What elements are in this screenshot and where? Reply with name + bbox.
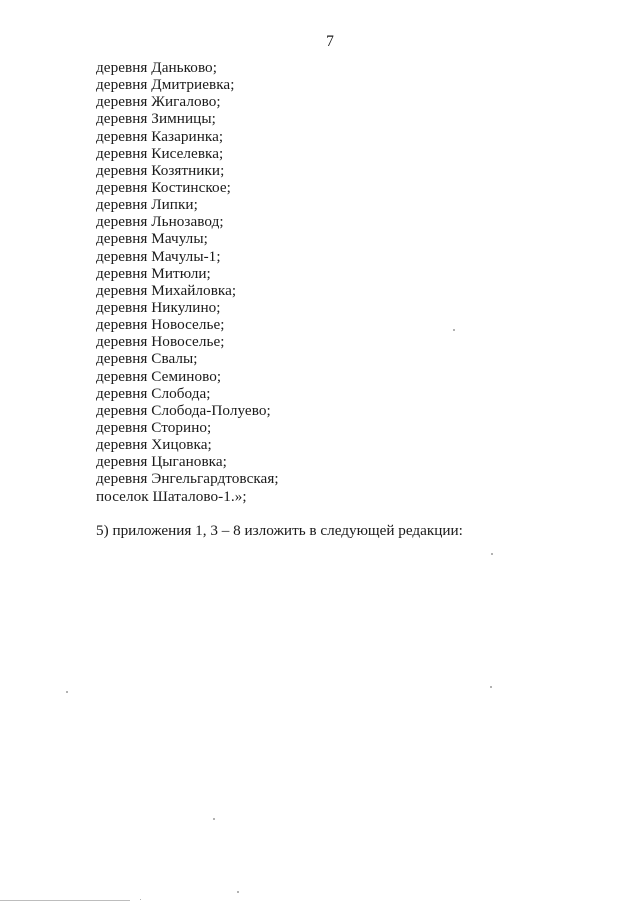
scan-edge-line — [0, 900, 130, 901]
list-item: деревня Новоселье; — [96, 333, 225, 351]
list-item: деревня Слобода-Полуево; — [96, 401, 271, 419]
list-item: деревня Казаринка; — [96, 127, 224, 145]
list-item: деревня Жигалово; — [96, 93, 221, 111]
scan-speck — [490, 686, 492, 688]
list-item: деревня Зимницы; — [96, 110, 216, 128]
list-item: деревня Никулино; — [96, 298, 221, 316]
list-item: деревня Мачулы-1; — [96, 247, 221, 265]
amendment-paragraph: 5) приложения 1, 3 – 8 изложить в следующей редакции: — [96, 522, 463, 539]
list-item: деревня Энгельгардтовская; — [96, 470, 279, 488]
scan-speck — [491, 553, 493, 555]
scan-speck — [140, 899, 141, 900]
list-item: поселок Шаталово-1.»; — [96, 487, 247, 505]
scan-speck — [213, 818, 215, 820]
settlement-list — [96, 59, 279, 505]
scan-speck — [66, 691, 68, 693]
list-item: деревня Костинское; — [96, 178, 231, 196]
list-item: деревня Семиново; — [96, 367, 222, 385]
list-item: деревня Даньково; — [96, 59, 217, 76]
list-item: деревня Михайловка; — [96, 281, 237, 299]
list-item: деревня Мачулы; — [96, 230, 208, 248]
list-item: деревня Новоселье; — [96, 316, 225, 334]
list-item: деревня Хицовка; — [96, 436, 212, 454]
list-item: деревня Цыгановка; — [96, 453, 227, 471]
list-item: деревня Слобода; — [96, 384, 211, 402]
scan-speck — [237, 891, 239, 893]
list-item: деревня Свалы; — [96, 350, 198, 368]
list-item: деревня Сторино; — [96, 418, 212, 436]
list-item: деревня Козятники; — [96, 161, 225, 179]
scan-speck — [453, 329, 455, 331]
list-item: деревня Дмитриевка; — [96, 76, 235, 94]
list-item: деревня Митюли; — [96, 264, 211, 282]
page-number: 7 — [326, 33, 334, 50]
list-item: деревня Льнозавод; — [96, 213, 224, 231]
list-item: деревня Липки; — [96, 196, 198, 214]
list-item: деревня Киселевка; — [96, 144, 224, 162]
